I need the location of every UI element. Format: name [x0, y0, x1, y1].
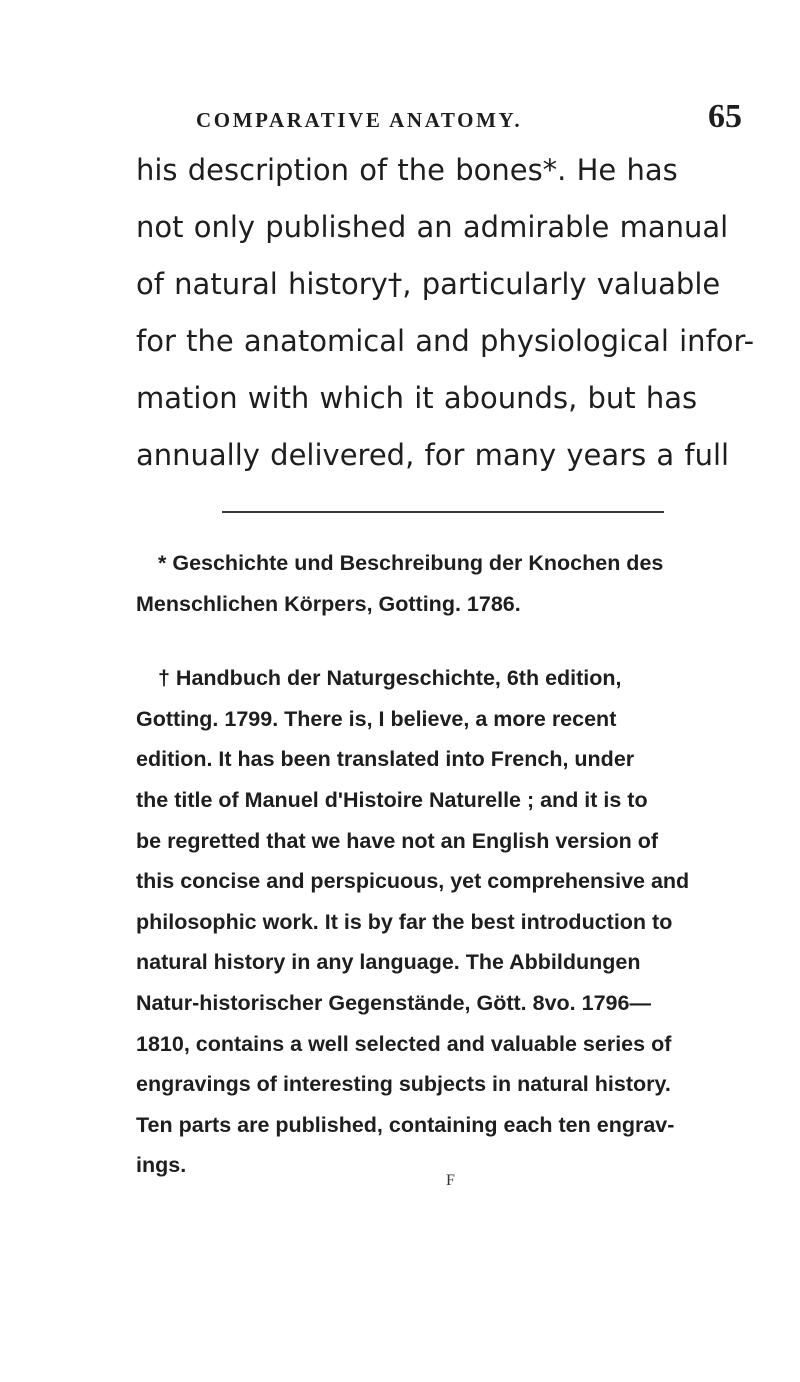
footnote-line: 1810, contains a well selected and valuable series of [136, 1031, 672, 1056]
footnote-gap [136, 624, 756, 658]
footnote-1 [136, 543, 756, 624]
footnote-line: engravings of interesting subjects in natural history. [136, 1072, 671, 1097]
body-paragraph [136, 142, 755, 484]
footnote-line: ings. [136, 1153, 187, 1178]
footnote-line: edition. It has been translated into French, under [136, 747, 635, 772]
footnote-rule [222, 511, 664, 513]
signature-mark: F [446, 1172, 455, 1189]
body-line: for the anatomical and physiological infor- [136, 324, 755, 358]
body-line: not only published an admirable manual [136, 210, 729, 244]
body-line: annually delivered, for many years a full [136, 438, 730, 472]
footnote-line: Natur-historischer Gegenstände, Gött. 8vo. 1796— [136, 990, 651, 1015]
footnote-line: be regretted that we have not an English version of [136, 828, 659, 853]
running-head [196, 100, 742, 140]
body-line: of natural history†, particularly valuable [136, 267, 721, 301]
footnotes [136, 543, 756, 1186]
footnote-line: philosophic work. It is by far the best introduction to [136, 909, 673, 934]
page-number: 65 [708, 98, 742, 135]
body-line: his description of the bones*. He has [136, 153, 678, 187]
body-line: mation with which it abounds, but has [136, 381, 698, 415]
footnote-line: † Handbuch der Naturgeschichte, 6th edition, [158, 666, 622, 691]
footnote-line: * Geschichte und Beschreibung der Knochen des [158, 551, 664, 575]
running-title: COMPARATIVE ANATOMY. [196, 108, 523, 132]
footnote-line: this concise and perspicuous, yet comprehensive and [136, 869, 690, 894]
footnote-line: natural history in any language. The Abbildungen [136, 950, 641, 975]
footnote-line: Gotting. 1799. There is, I believe, a more recent [136, 706, 617, 731]
footnote-line: the title of Manuel d'Histoire Naturelle ; and it is to [136, 787, 648, 812]
footnote-2 [136, 658, 756, 1186]
footnote-line: Ten parts are published, containing each ten engrav- [136, 1112, 675, 1137]
footnote-line: Menschlichen Körpers, Gotting. 1786. [136, 591, 521, 616]
